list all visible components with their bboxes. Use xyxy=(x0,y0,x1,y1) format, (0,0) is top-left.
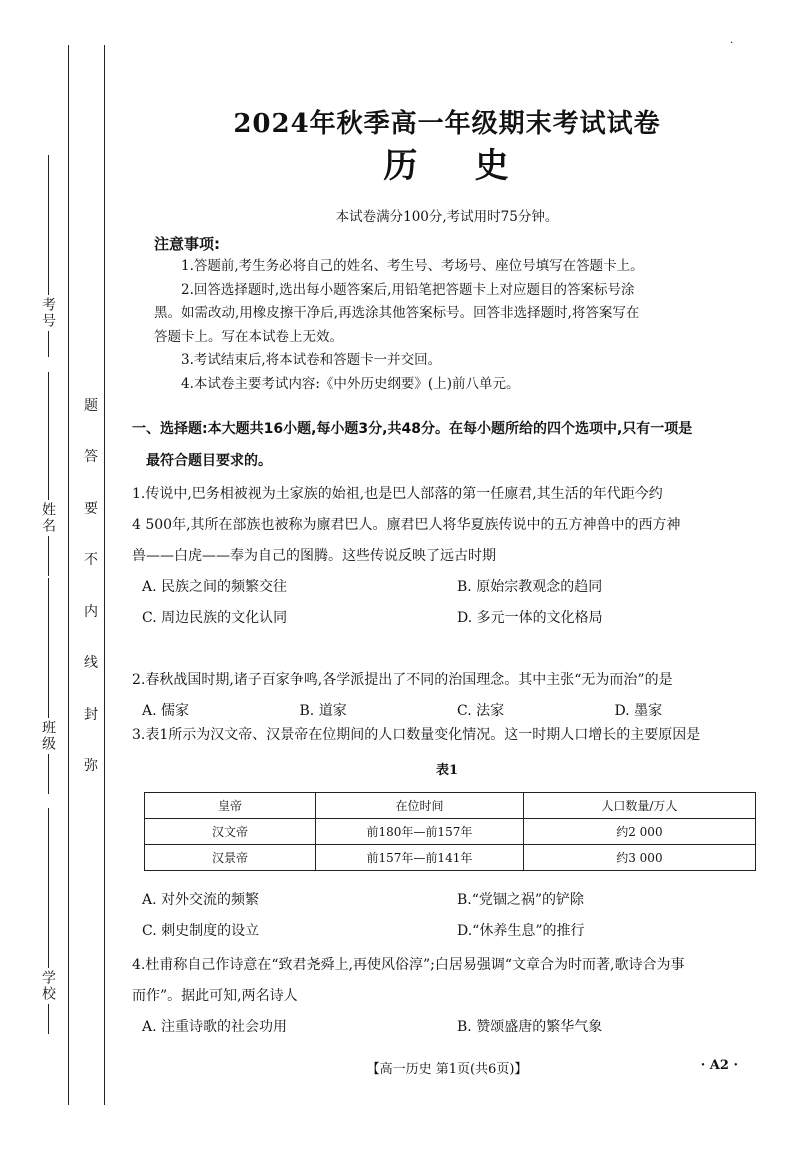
seal-char: 弥 xyxy=(84,757,98,774)
question-stem: 1.传说中,巴务相被视为土家族的始祖,也是巴人部落的第一任廪君,其生活的年代距今约 xyxy=(132,486,663,502)
option-c: C. 刺史制度的设立 xyxy=(142,923,260,939)
table-row xyxy=(145,845,756,871)
question-stem: 兽——白虎——奉为自己的图腾。这些传说反映了远古时期 xyxy=(132,548,496,564)
option-d: D. 多元一体的文化格局 xyxy=(457,610,603,626)
cut-line-inner xyxy=(104,45,105,1105)
notice-item: 答题卡上。写在本试卷上无效。 xyxy=(154,328,343,345)
notice-item: 4.本试卷主要考试内容:《中外历史纲要》(上)前八单元。 xyxy=(181,375,520,392)
school-field xyxy=(36,808,60,1034)
option-d: D.“休养生息”的推行 xyxy=(457,923,585,939)
paper-code: · A2 · xyxy=(700,1058,738,1073)
seal-char: 内 xyxy=(84,603,98,620)
exam-number-field xyxy=(36,155,60,357)
table-caption: 表1 xyxy=(435,763,459,778)
class-label: 班级 xyxy=(40,720,56,752)
population-table xyxy=(144,792,756,871)
question-4 xyxy=(132,950,762,1043)
table-header: 在位时间 xyxy=(316,793,524,819)
section-heading: 一、选择题:本大题共16小题,每小题3分,共48分。在每小题所给的四个选项中,只有一项是 最符合题目要求的。 xyxy=(132,421,693,469)
option-a: A. 对外交流的频繁 xyxy=(142,892,260,908)
option-a: A. 注重诗歌的社会功用 xyxy=(142,1019,288,1035)
option-a: A. 儒家 xyxy=(142,703,190,719)
notice-item: 3.考试结束后,将本试卷和答题卡一并交回。 xyxy=(181,352,442,368)
question-3-options xyxy=(132,885,762,947)
question-3 xyxy=(132,720,762,751)
option-c: C. 法家 xyxy=(457,703,505,719)
table-cell: 汉景帝 xyxy=(145,845,316,871)
question-stem: 而作”。据此可知,两名诗人 xyxy=(132,988,298,1004)
exam-title: 2024年秋季高一年级期末考试试卷 xyxy=(233,109,661,139)
seal-char: 封 xyxy=(84,706,98,723)
table-cell: 约2 000 xyxy=(523,819,755,845)
exam-note: 本试卷满分100分,考试用时75分钟。 xyxy=(335,209,559,225)
question-stem: 4 500年,其所在部族也被称为廪君巴人。廪君巴人将华夏族传说中的五方神兽中的西方神 xyxy=(132,517,681,533)
seal-char: 题 xyxy=(84,398,98,414)
question-stem: 2.春秋战国时期,诸子百家争鸣,各学派提出了不同的治国理念。其中主张“无为而治”的是 xyxy=(132,672,673,688)
option-list xyxy=(132,885,762,947)
notice-item: 1.答题前,考生务必将自己的姓名、考生号、考场号、座位号填写在答题卡上。 xyxy=(181,258,644,274)
option-c: C. 周边民族的文化认同 xyxy=(142,610,288,626)
option-b: B. 原始宗教观念的趋同 xyxy=(457,579,603,595)
exam-page: · 2024年秋季高一年级期末考试试卷 历 史 本试卷满分100分,考试用时75分钟。 注意事项: 1.答题前,考生务必将自己的姓名、考生号、考场号、座位号填写在答题卡上。 2.回答选择题时,选出每小题答案后,用铅笔把答题卡上对应题目的答案标号涂 黑。如需改动,用橡皮擦干净后,再选涂其他答案标号。回答非选择题时,将答案写在 答题卡上。写在本试卷上无效。 3.考试结束后,将本试卷和答题卡一并交回。 4.本试卷主要考试内容:《中外历史纲要》(上)前八单元。 一、选择题:本大题共16小题,每小题3分,共48分。在每小题所给的四个选项中,只有一项是 最符合题目要求的。 1.传说中,巴务相被视为土家族的始祖,也是巴人部落的第一任廪君,其生活的年代距今约 4 500年,其所在部族也被称为廪君巴人。廪君巴人将华夏族传说中的五方神兽中的西方神 兽——白虎——奉为自己的图腾。这些传说反映了远古时期 A. 民族之间的频繁交往 B. 原始宗教观念的趋同 C. 周边民族的文化认同 D. 多元一体的文化格局 2.春秋战国时期,诸子百家争鸣,各学派提出了不同的治国理念。其中主张“无为而治”的是 A. 儒家 B. 道家 C. 法家 D. 墨家 3.表1所示为汉文帝、汉景帝在位期间的人口数量变化情况。这一时期人口增长的主要原因是 表1 皇帝 在位时间 人口数量/万人 汉文帝 前180年—前157年 约2 000 汉景帝 前157年—前141年 约3 000 A. 对外交流的频繁 B.“党锢之祸”的铲除 C. 刺史制度的设立 D.“休养生息”的推行 4.杜甫称自己作诗意在“致君尧舜上,再使风俗淳”;白居易强调“文章合为时而著,歌诗合为事 而作”。据此可知,两名诗人 A. 注重诗歌的社会功用 B. 赞颂盛唐的繁华气象 【高一历史 第1页(共6页)】 · A2 · xyxy=(132,0,762,1174)
subject-title: 历 史 xyxy=(383,146,511,186)
name-field xyxy=(36,372,60,576)
option-b: B. 赞颂盛唐的繁华气象 xyxy=(457,1019,603,1035)
table-cell: 前180年—前157年 xyxy=(316,819,524,845)
notice-list xyxy=(154,255,754,396)
seal-line-text xyxy=(79,395,103,775)
table-cell: 前157年—前141年 xyxy=(316,845,524,871)
page-footer: 【高一历史 第1页(共6页)】 xyxy=(366,1062,528,1077)
question-stem: 3.表1所示为汉文帝、汉景帝在位期间的人口数量变化情况。这一时期人口增长的主要原因是 xyxy=(132,727,701,743)
table-row xyxy=(145,819,756,845)
table-cell: 汉文帝 xyxy=(145,819,316,845)
notice-item: 黑。如需改动,用橡皮擦干净后,再选涂其他答案标号。回答非选择题时,将答案写在 xyxy=(154,305,640,321)
notice-title: 注意事项: xyxy=(154,235,220,253)
option-list xyxy=(132,1012,762,1043)
option-list xyxy=(132,572,762,634)
exam-number-label: 考号 xyxy=(40,297,56,329)
table-header: 皇帝 xyxy=(145,793,316,819)
question-stem: 4.杜甫称自己作诗意在“致君尧舜上,再使风俗淳”;白居易强调“文章合为时而著,歌诗合为事 xyxy=(132,957,685,973)
table-cell: 约3 000 xyxy=(523,845,755,871)
seal-char: 要 xyxy=(84,500,98,517)
option-a: A. 民族之间的频繁交往 xyxy=(142,579,288,595)
seal-char: 线 xyxy=(84,655,98,672)
binding-margin xyxy=(0,0,120,1174)
notice-item: 2.回答选择题时,选出每小题答案后,用铅笔把答题卡上对应题目的答案标号涂 xyxy=(181,281,635,298)
seal-char: 答 xyxy=(84,449,98,466)
question-2 xyxy=(132,665,762,727)
option-d: D. 墨家 xyxy=(614,703,663,719)
class-field xyxy=(36,578,60,794)
seal-char: 不 xyxy=(84,552,98,569)
name-label: 姓名 xyxy=(40,502,56,534)
school-label: 学校 xyxy=(40,970,56,1002)
option-b: B. 道家 xyxy=(299,703,347,719)
table-header-row xyxy=(145,793,756,819)
question-1 xyxy=(132,479,762,634)
table-header: 人口数量/万人 xyxy=(523,793,755,819)
option-b: B.“党锢之祸”的铲除 xyxy=(457,892,585,908)
cut-line-outer xyxy=(68,45,69,1105)
